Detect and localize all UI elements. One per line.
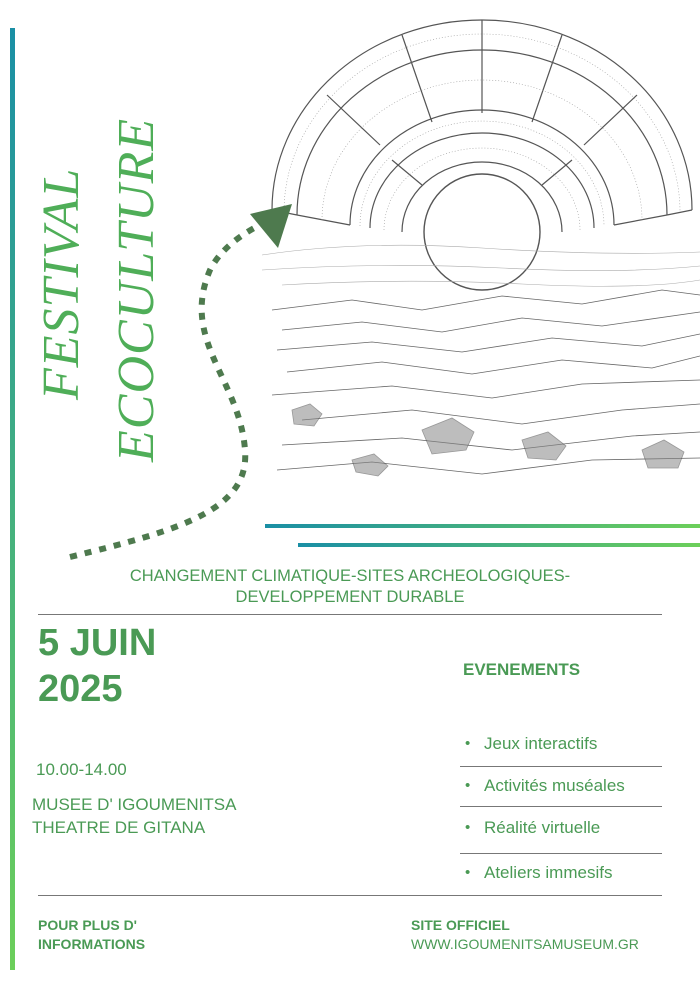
subtitle-line-1: CHANGEMENT CLIMATIQUE-SITES ARCHEOLOGIQUES-: [129, 567, 571, 585]
gradient-divider-upper: [265, 524, 700, 528]
divider-top: [38, 614, 662, 615]
title-line-ecoculture: ECOCULTURE: [108, 117, 165, 462]
gradient-divider-lower: [298, 543, 700, 547]
event-divider-3: [460, 853, 662, 854]
events-heading: EVENEMENTS: [463, 660, 581, 679]
festival-subtitle: [40, 566, 660, 608]
more-info-label: [38, 916, 145, 954]
date-year: 2025: [38, 668, 123, 710]
venue-line-2: THEATRE DE GITANA: [32, 818, 206, 837]
event-time: 10.00-14.00: [36, 760, 127, 779]
event-item-ateliers: • Ateliers immesifs: [460, 863, 662, 883]
official-site-link[interactable]: WWW.IGOUMENITSAMUSEUM.GR: [411, 936, 639, 952]
date-day-month: 5 JUIN: [38, 622, 157, 664]
event-divider-2: [460, 806, 662, 807]
event-item-activites: • Activités muséales: [460, 776, 662, 796]
venue-line-1: MUSEE D' IGOUMENITSA: [32, 795, 237, 814]
dotted-arrow-icon: [60, 200, 300, 570]
more-info-line-1: POUR PLUS D': [38, 917, 138, 933]
divider-bottom: [38, 895, 662, 896]
official-site-label: SITE OFFICIEL: [411, 917, 510, 933]
event-venue: [32, 793, 236, 839]
title-line-festival: FESTIVAL: [33, 167, 90, 400]
subtitle-line-2: DEVELOPPEMENT DURABLE: [235, 588, 465, 606]
ancient-theatre-illustration: [262, 0, 700, 520]
left-accent-bar: [10, 28, 15, 970]
event-date: [38, 620, 156, 712]
more-info-line-2: INFORMATIONS: [38, 936, 146, 952]
events-list: [460, 724, 662, 883]
event-item-jeux: • Jeux interactifs: [460, 734, 662, 754]
event-item-realite: • Réalité virtuelle: [460, 818, 662, 838]
event-divider-1: [460, 766, 662, 767]
